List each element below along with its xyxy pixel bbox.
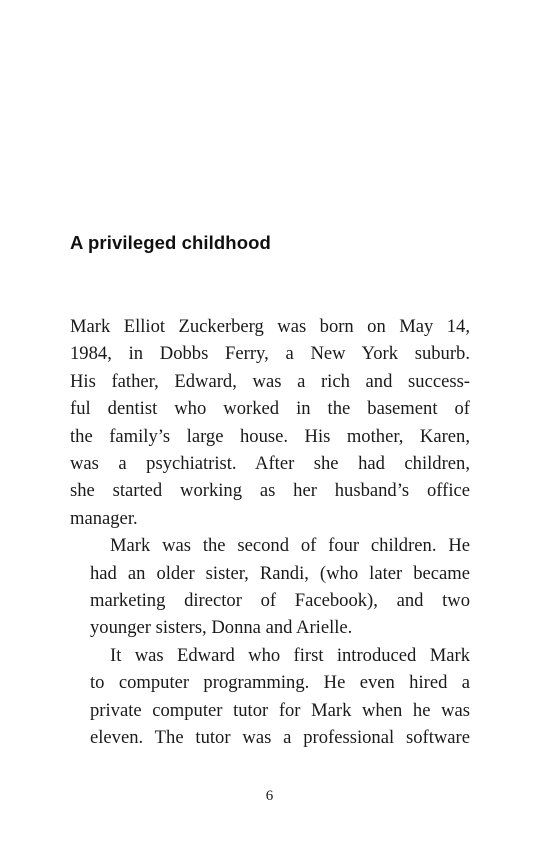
- text-line: Mark was the second of four children. He: [110, 535, 470, 557]
- text-line: It was Edward who first introduced Mark: [110, 644, 470, 666]
- text-line: to computer programming. He even hired a: [90, 672, 470, 694]
- paragraph-2: [70, 532, 470, 642]
- text-line: Mark Elliot Zuckerberg was born on May 14,: [70, 316, 470, 337]
- body-text: [70, 313, 470, 752]
- text-line: had an older sister, Randi, (who later became: [90, 562, 470, 584]
- text-line: private computer tutor for Mark when he was: [90, 699, 470, 721]
- text-line: ful dentist who worked in the basement of: [70, 398, 470, 420]
- text-line: marketing director of Facebook), and two: [90, 590, 470, 612]
- text-line: manager.: [70, 507, 138, 529]
- text-line: 1984, in Dobbs Ferry, a New York suburb.: [70, 343, 470, 365]
- paragraph-1: [70, 313, 470, 532]
- page-number: 6: [265, 788, 274, 804]
- text-line: she started working as her husband’s office: [70, 480, 470, 502]
- text-line: eleven. The tutor was a professional software: [90, 727, 470, 749]
- text-line: His father, Edward, was a rich and success-: [70, 370, 470, 392]
- text-line: the family’s large house. His mother, Karen,: [70, 425, 470, 447]
- paragraph-3: [70, 642, 470, 752]
- text-line: younger sisters, Donna and Arielle.: [90, 617, 353, 639]
- chapter-title: A privileged childhood: [70, 232, 271, 253]
- text-line: was a psychiatrist. After she had children,: [70, 453, 470, 475]
